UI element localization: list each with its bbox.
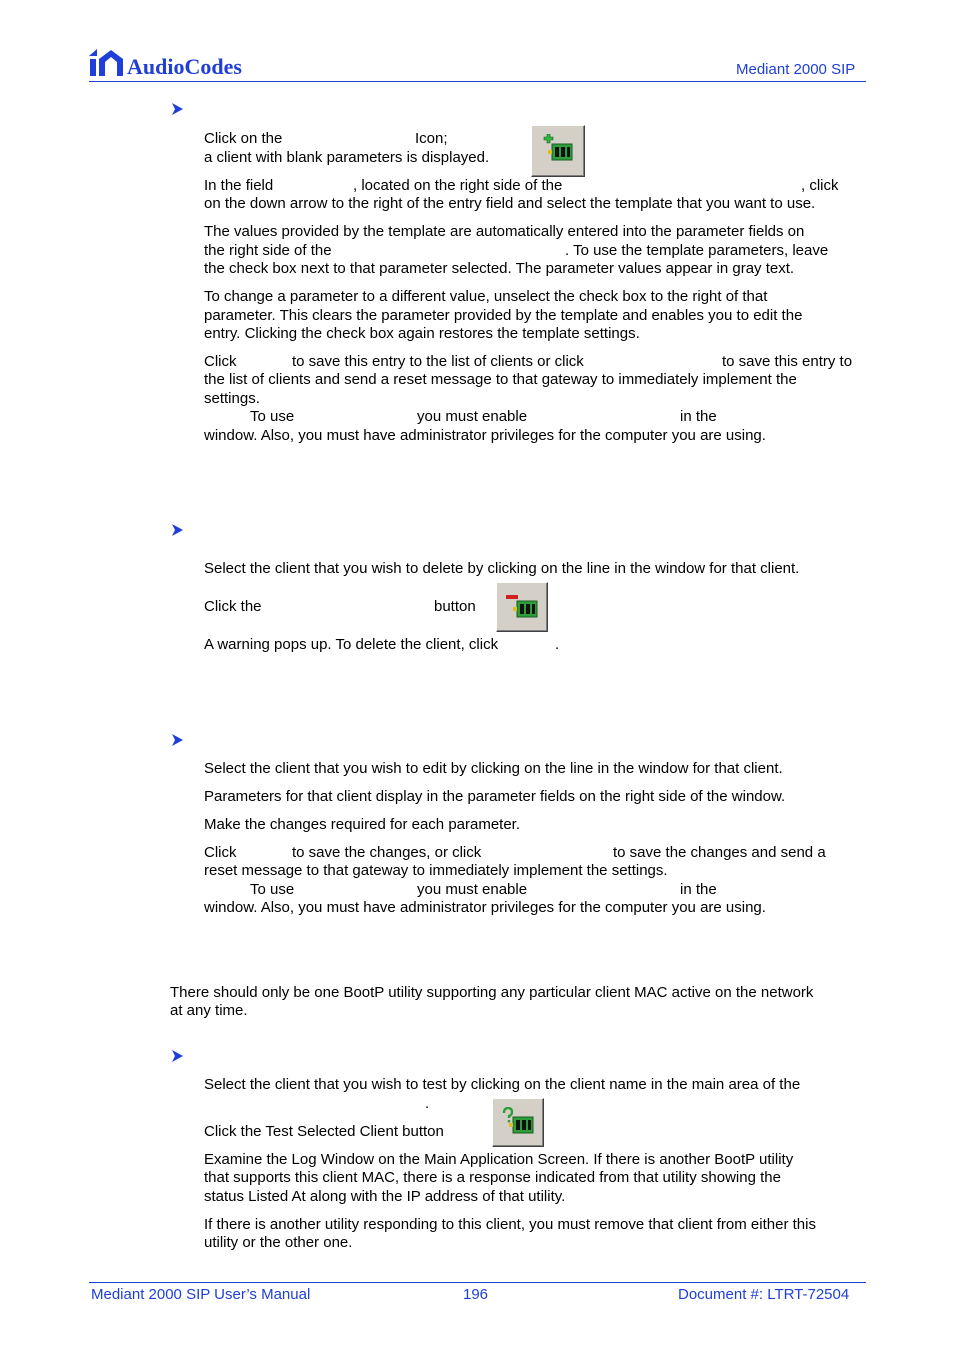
edit-step4-b: to save the changes, or click <box>292 844 482 861</box>
add-step5-c: to save this entry to <box>722 353 853 370</box>
delete-step3-b: . <box>555 636 560 653</box>
add-note-b: you must enable <box>417 408 528 425</box>
edit-step4-a: Click <box>204 844 237 861</box>
add-step3-a: The values provided by the template are automatically entered into the parameter fields on <box>204 223 805 240</box>
edit-step2: Parameters for that client display in the parameter fields on the right side of the window. <box>204 788 786 805</box>
test-step3-b: that supports this client MAC, there is a response indicated from that utility showing the <box>204 1169 781 1186</box>
logo-text: AudioCodes <box>127 54 242 79</box>
test-step4-b: utility or the other one. <box>204 1234 353 1251</box>
arrow-bullet-icon <box>170 733 184 747</box>
header-rule <box>89 81 866 82</box>
add-step2-a: In the field <box>204 177 274 194</box>
delete-step2-b: button <box>434 598 476 615</box>
test-step4-a: If there is another utility responding to this client, you must remove that client from either this <box>204 1216 816 1233</box>
delete-step1: Select the client that you wish to delete by clicking on the line in the window for that client. <box>204 560 800 577</box>
add-step3-b: the right side of the <box>204 242 332 259</box>
arrow-bullet-icon <box>170 523 184 537</box>
footer-rule <box>89 1282 866 1283</box>
add-note-c: in the <box>680 408 717 425</box>
company-logo <box>89 48 249 78</box>
edit-step3: Make the changes required for each parameter. <box>204 816 521 833</box>
test-step3-c: status Listed At along with the IP address of that utility. <box>204 1188 566 1205</box>
add-step4-a: To change a parameter to a different value, unselect the check box to the right of that <box>204 288 768 305</box>
add-client-icon <box>538 134 576 166</box>
edit-step4-d: reset message to that gateway to immediately implement the settings. <box>204 862 668 879</box>
header-product: Mediant 2000 SIP <box>736 61 856 78</box>
add-step3-d: the check box next to that parameter selected. The parameter values appear in gray text. <box>204 260 795 277</box>
audiocodes-logo-icon <box>89 48 125 78</box>
test-step2: Click the Test Selected Client button <box>204 1123 444 1140</box>
add-step4-c: entry. Clicking the check box again restores the template settings. <box>204 325 640 342</box>
add-step3-c: . To use the template parameters, leave <box>565 242 829 259</box>
test-client-icon <box>499 1107 537 1139</box>
edit-note-a: To use <box>250 881 295 898</box>
edit-note-b: you must enable <box>417 881 528 898</box>
add-step5-e: settings. <box>204 390 260 407</box>
test-step1-a: Select the client that you wish to test by clicking on the client name in the main area of the <box>204 1076 801 1093</box>
edit-step1: Select the client that you wish to edit by clicking on the line in the window for that client. <box>204 760 783 777</box>
add-step5-d: the list of clients and send a reset message to that gateway to immediately implement the <box>204 371 797 388</box>
add-step2-b: , located on the right side of the <box>353 177 563 194</box>
edit-note-d: window. Also, you must have administrator privileges for the computer you are using. <box>204 899 766 916</box>
add-step1-c: a client with blank parameters is displayed. <box>204 149 490 166</box>
test-intro-b: at any time. <box>170 1002 248 1019</box>
delete-client-icon <box>503 591 541 623</box>
arrow-bullet-icon <box>170 102 184 116</box>
add-step2-c: , click <box>801 177 839 194</box>
add-step2-d: on the down arrow to the right of the entry field and select the template that you want to use. <box>204 195 816 212</box>
footer-manual: Mediant 2000 SIP User’s Manual <box>91 1286 311 1303</box>
delete-step3-a: A warning pops up. To delete the client, click <box>204 636 499 653</box>
delete-client-button[interactable] <box>496 582 548 632</box>
test-step1-b: . <box>425 1095 430 1112</box>
test-step3-a: Examine the Log Window on the Main Application Screen. If there is another BootP utility <box>204 1151 794 1168</box>
add-note-d: window. Also, you must have administrator privileges for the computer you are using. <box>204 427 766 444</box>
add-step1-b: Icon; <box>415 130 448 147</box>
add-step5-b: to save this entry to the list of clients or click <box>292 353 584 370</box>
add-step4-b: parameter. This clears the parameter provided by the template and enables you to edit the <box>204 307 803 324</box>
test-client-button[interactable] <box>492 1098 544 1147</box>
edit-note-c: in the <box>680 881 717 898</box>
delete-step2-a: Click the <box>204 598 262 615</box>
add-note-a: To use <box>250 408 295 425</box>
footer-document-number: Document #: LTRT-72504 <box>678 1286 850 1303</box>
edit-step4-c: to save the changes and send a <box>613 844 826 861</box>
add-step1-a: Click on the <box>204 130 283 147</box>
add-client-button[interactable] <box>531 125 585 177</box>
footer-page-number: 196 <box>463 1286 489 1303</box>
add-step5-a: Click <box>204 353 237 370</box>
arrow-bullet-icon <box>170 1049 184 1063</box>
test-intro-a: There should only be one BootP utility supporting any particular client MAC active on the network <box>170 984 814 1001</box>
